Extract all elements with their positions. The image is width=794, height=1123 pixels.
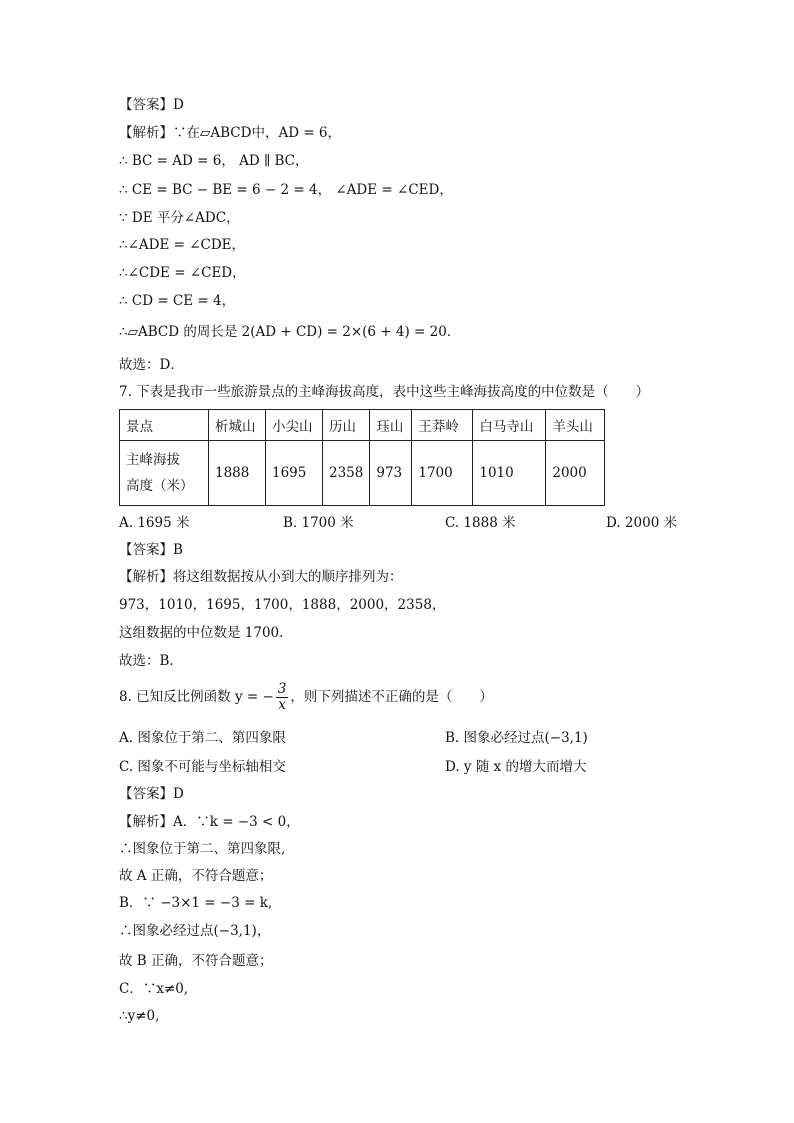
solution-line: 这组数据的中位数是 1700． xyxy=(119,625,293,641)
option-a: A. 图象位于第二、第四象限 xyxy=(119,730,286,746)
answer-label: 【答案】D xyxy=(119,97,184,113)
table-cell: 1700 xyxy=(412,441,473,506)
solution-line: ∴图象位于第二、第四象限, xyxy=(119,841,286,857)
option-a: A. 1695 米 xyxy=(119,515,190,531)
answer-label: 【答案】D xyxy=(119,786,184,802)
solution-line: ∴ CE = BC − BE = 6 − 2 = 4， ∠ADE = ∠CED， xyxy=(119,182,453,198)
solution-line: 【解析】A．∵k = −3 < 0， xyxy=(119,814,300,830)
table-cell: 1695 xyxy=(266,441,323,506)
solution-line: ∴∠ADE = ∠CDE， xyxy=(119,237,246,253)
solution-line: C．∵x≠0, xyxy=(119,981,189,997)
table-cell: 历山 xyxy=(323,410,370,441)
answer-label: 【答案】B xyxy=(119,542,183,558)
table-cell: 973 xyxy=(370,441,412,506)
option-c: C. 1888 米 xyxy=(445,515,516,531)
table-cell: 1010 xyxy=(473,441,546,506)
table-cell: 珏山 xyxy=(370,410,412,441)
table-row-label xyxy=(120,441,209,506)
table-cell: 1888 xyxy=(209,441,266,506)
solution-line: ∴y≠0, xyxy=(119,1008,160,1024)
table-cell: 羊头山 xyxy=(546,410,605,441)
table-header-row xyxy=(120,410,605,441)
table-cell: 析城山 xyxy=(209,410,266,441)
table-cell: 白马寺山 xyxy=(473,410,546,441)
fraction-denominator: x xyxy=(278,697,286,713)
solution-line: 故 A 正确，不符合题意； xyxy=(119,868,273,884)
solution-line: B．∵ −3×1 = −3 = k, xyxy=(119,895,273,911)
stem-prefix: 8. 已知反比例函数 y = − xyxy=(119,689,274,705)
solution-line: ∴∠CDE = ∠CED， xyxy=(119,265,246,281)
solution-line: 故选：D． xyxy=(119,357,184,373)
fraction xyxy=(276,682,289,713)
solution-line: 故选：B． xyxy=(119,653,183,669)
table-cell: 2000 xyxy=(546,441,605,506)
row-label-line: 主峰海拔 xyxy=(126,452,180,468)
question-7-stem: 7. 下表是我市一些旅游景点的主峰海拔高度，表中这些主峰海拔高度的中位数是（ ） xyxy=(119,384,650,400)
solution-line: 973，1010，1695，1700，1888，2000，2358， xyxy=(119,597,446,613)
table-cell: 小尖山 xyxy=(266,410,323,441)
option-b: B. 1700 米 xyxy=(283,515,354,531)
question-8-stem xyxy=(119,679,493,715)
table-cell: 2358 xyxy=(323,441,370,506)
solution-line: ∴图象必经过点(−3,1)， xyxy=(119,923,271,939)
solution-line: ∴ BC = AD = 6， AD ∥ BC， xyxy=(119,153,309,169)
solution-line: 故 B 正确，不符合题意； xyxy=(119,953,273,969)
solution-line: 【解析】将这组数据按从小到大的顺序排列为： xyxy=(119,569,403,585)
stem-suffix: ，则下列描述不正确的是（ ） xyxy=(290,689,493,705)
solution-line: ∵ DE 平分∠ADC， xyxy=(119,210,240,226)
altitude-table xyxy=(119,409,605,506)
row-label-line: 高度（米） xyxy=(126,478,194,494)
solution-line: ∴▱ABCD 的周长是 2(AD + CD) = 2×(6 + 4) = 20． xyxy=(119,324,461,340)
fraction-numerator: 3 xyxy=(277,681,287,697)
table-cell: 景点 xyxy=(120,410,209,441)
solution-line: ∴ CD = CE = 4， xyxy=(119,293,236,309)
option-d: D. 2000 米 xyxy=(606,515,678,531)
table-row xyxy=(120,441,605,506)
solution-line: 【解析】∵在▱ABCD中，AD = 6， xyxy=(119,125,342,141)
option-b: B. 图象必经过点(−3,1) xyxy=(445,730,588,746)
option-d: D. y 随 x 的增大而增大 xyxy=(445,759,587,775)
table-cell: 王莽岭 xyxy=(412,410,473,441)
option-c: C. 图象不可能与坐标轴相交 xyxy=(119,759,286,775)
